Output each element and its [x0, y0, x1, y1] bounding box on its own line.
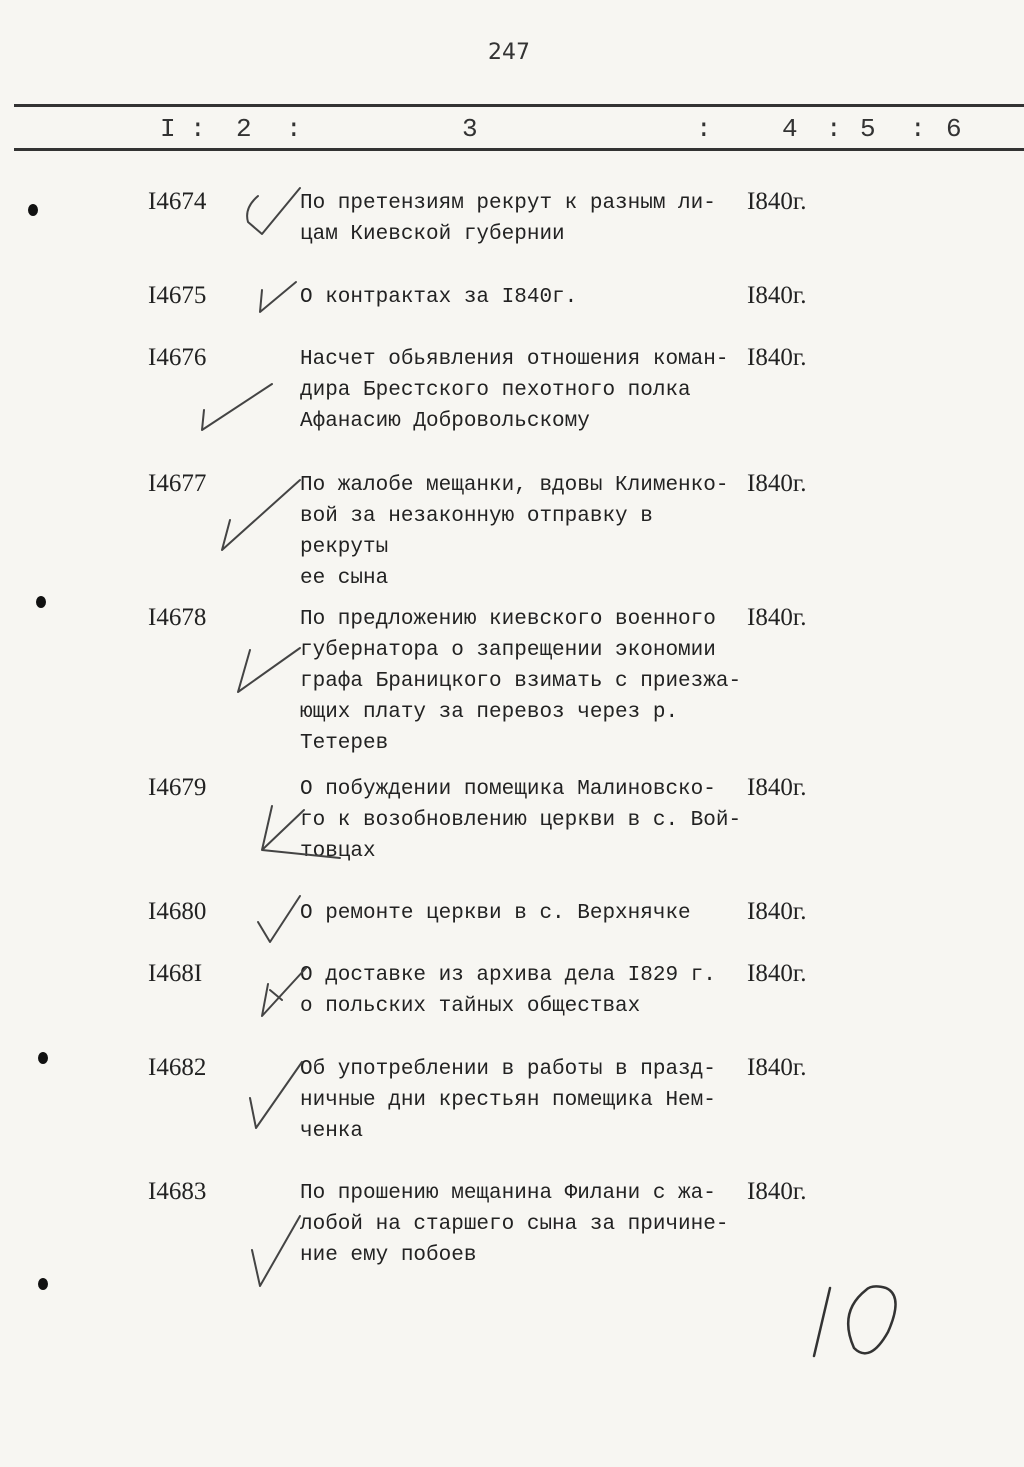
entry-year: I840г.	[747, 774, 807, 801]
col-sep: :	[910, 114, 926, 144]
entry-description: По прошению мещанина Филани с жа- лобой на старшего сына за причине- ние ему побоев	[300, 1182, 729, 1267]
col-6-label: 6	[946, 114, 962, 144]
entry-description: По предложению киевского военного губернатора о запрещении экономии графа Браницкого взимать с приезжа- ющих плату за перевоз через р. Тетерев	[300, 608, 742, 755]
col-sep: :	[190, 114, 206, 144]
entry-year: I840г.	[747, 344, 807, 371]
entry-number: I4674	[148, 188, 207, 215]
entry-number: I4683	[148, 1178, 207, 1205]
header-rule-top	[14, 104, 1024, 107]
entry-year: I840г.	[747, 898, 807, 925]
binding-hole-dot	[38, 1052, 48, 1064]
handwritten-number	[808, 1282, 908, 1362]
entry-number: I468I	[148, 960, 203, 987]
check-mark-icon	[247, 188, 300, 234]
entry-number: I4680	[148, 898, 207, 925]
check-mark-icon	[238, 648, 300, 692]
col-1-label: I	[160, 114, 176, 144]
page-number: 247	[488, 40, 530, 65]
handwritten-total: 10	[808, 1282, 810, 1283]
check-mark-icon	[202, 384, 272, 430]
col-sep: :	[696, 114, 712, 144]
check-mark-icon	[250, 1062, 302, 1128]
col-sep: :	[826, 114, 842, 144]
check-mark-icon	[222, 480, 300, 550]
entry-description: По жалобе мещанки, вдовы Клименко- вой за незаконную отправку в рекруты ее сына	[300, 474, 729, 590]
handwritten-digit-zero	[848, 1286, 895, 1353]
handwritten-digit-one	[814, 1288, 830, 1356]
check-mark-icon	[252, 1216, 300, 1286]
col-4-label: 4	[782, 114, 798, 144]
col-2-label: 2	[236, 114, 252, 144]
entry-year: I840г.	[747, 1054, 807, 1081]
binding-hole-dot	[28, 204, 38, 216]
check-mark-icon	[260, 282, 296, 312]
entry-description: О ремонте церкви в с. Верхнячке	[300, 902, 691, 925]
entry-number: I4676	[148, 344, 207, 371]
entry-number: I4675	[148, 282, 207, 309]
binding-hole-dot	[36, 596, 46, 608]
entry-year: I840г.	[747, 282, 807, 309]
entry-description: О побуждении помещика Малиновско- го к возобновлению церкви в с. Вой- товцах	[300, 778, 742, 863]
entry-description: Насчет обьявления отношения коман- дира Брестского пехотного полка Афанасию Добровольскому	[300, 348, 729, 433]
entry-number: I4679	[148, 774, 207, 801]
entry-year: I840г.	[747, 470, 807, 497]
col-sep: :	[286, 114, 302, 144]
entry-description: О контрактах за I840г.	[300, 286, 578, 309]
entry-year: I840г.	[747, 188, 807, 215]
entry-number: I4678	[148, 604, 207, 631]
binding-hole-dot	[38, 1278, 48, 1290]
col-3-label: 3	[462, 114, 478, 144]
check-mark-icon	[258, 896, 300, 942]
entry-description: По претензиям рекрут к разным ли- цам Киевской губернии	[300, 192, 716, 246]
header-rule-bottom	[14, 148, 1024, 151]
entry-description: Об употреблении в работы в празд- ничные дни крестьян помещика Нем- ченка	[300, 1058, 716, 1143]
col-5-label: 5	[860, 114, 876, 144]
entry-year: I840г.	[747, 604, 807, 631]
entry-year: I840г.	[747, 960, 807, 987]
entry-description: О доставке из архива дела I829 г. о польских тайных обществах	[300, 964, 716, 1018]
entry-number: I4677	[148, 470, 207, 497]
entry-number: I4682	[148, 1054, 207, 1081]
entry-year: I840г.	[747, 1178, 807, 1205]
